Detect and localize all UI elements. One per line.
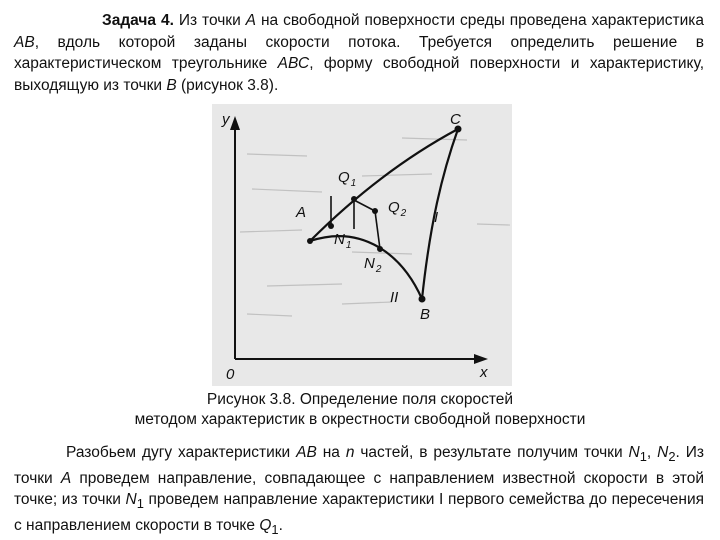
problem-text: (рисунок 3.8). [176, 76, 279, 94]
subscript: 1 [639, 449, 647, 465]
body-text: частей, в результате получим точки [354, 444, 629, 461]
n-letter: N [125, 491, 137, 509]
body-text: Разобьем дугу характеристики [66, 444, 297, 461]
point-a-label: A [296, 204, 307, 221]
subscript: 1 [271, 521, 279, 537]
scan-background [212, 104, 512, 386]
point-n1-label: $N_1$ [334, 231, 352, 251]
point-b-label: B [420, 306, 431, 323]
figure-caption-line-2: методом характеристик в окрестности свободной поверхности [134, 411, 586, 428]
problem-statement [14, 10, 704, 96]
problem-text: , вдоль которой заданы скорости потока. Требуется определить решение в характеристическом треугольнике [14, 33, 704, 72]
point-q1-marker [351, 196, 357, 202]
point-a-ref: А [245, 12, 257, 29]
separator: , [646, 444, 658, 461]
point-a-marker [307, 238, 313, 244]
subscript: 2 [668, 449, 676, 465]
point-q1-label: $Q_1$ [338, 169, 357, 189]
n-letter: N [628, 444, 640, 461]
problem-text: , форму свободной поверхности и характеристику, выходящую из точки [14, 55, 705, 94]
point-n1-marker [328, 223, 334, 229]
triangle-abc-ref: АВС [277, 55, 310, 72]
problem-title: Задача 4. [102, 12, 174, 29]
body-text: . Из точки [14, 444, 704, 487]
figure-caption-line-1: Рисунок 3.8. Определение поля скоростей [206, 391, 514, 408]
family-2-label: II [390, 289, 399, 306]
point-a-ref: А [60, 469, 72, 487]
arc-ab-ref: АВ [14, 33, 35, 51]
point-q2-label: $Q_2$ [388, 199, 407, 219]
x-axis-label: x [480, 364, 488, 381]
problem-text: Из точки [173, 12, 246, 29]
point-n2-label: $N_2$ [364, 255, 382, 275]
body-text: проведем направление, совпадающее с направлением известной скорости в этой точке; из точки [14, 469, 704, 509]
body-paragraph [14, 442, 704, 540]
characteristics-figure [212, 104, 512, 386]
subscript: 1 [136, 496, 144, 512]
q-letter: Q [259, 516, 272, 534]
arc-ab-ref: АВ [296, 444, 317, 461]
n-parts: n [345, 444, 355, 461]
point-b-ref: В [166, 76, 177, 94]
family-1-label: I [434, 209, 439, 226]
n-letter: N [657, 444, 669, 461]
origin-label: 0 [226, 366, 235, 383]
problem-text: на свободной поверхности среды проведена характеристика [256, 12, 704, 29]
y-axis-label: y [222, 111, 230, 128]
body-text: проведем направление характеристики I первого семейства до пересечения с направлением скорости в точке [14, 491, 704, 534]
point-n2-marker [377, 246, 383, 252]
body-text: . [278, 516, 283, 534]
point-b-marker [419, 296, 426, 303]
point-c-label: C [450, 111, 461, 128]
point-q2-marker [372, 208, 378, 214]
body-text: на [316, 444, 346, 461]
characteristics-diagram [212, 104, 512, 386]
